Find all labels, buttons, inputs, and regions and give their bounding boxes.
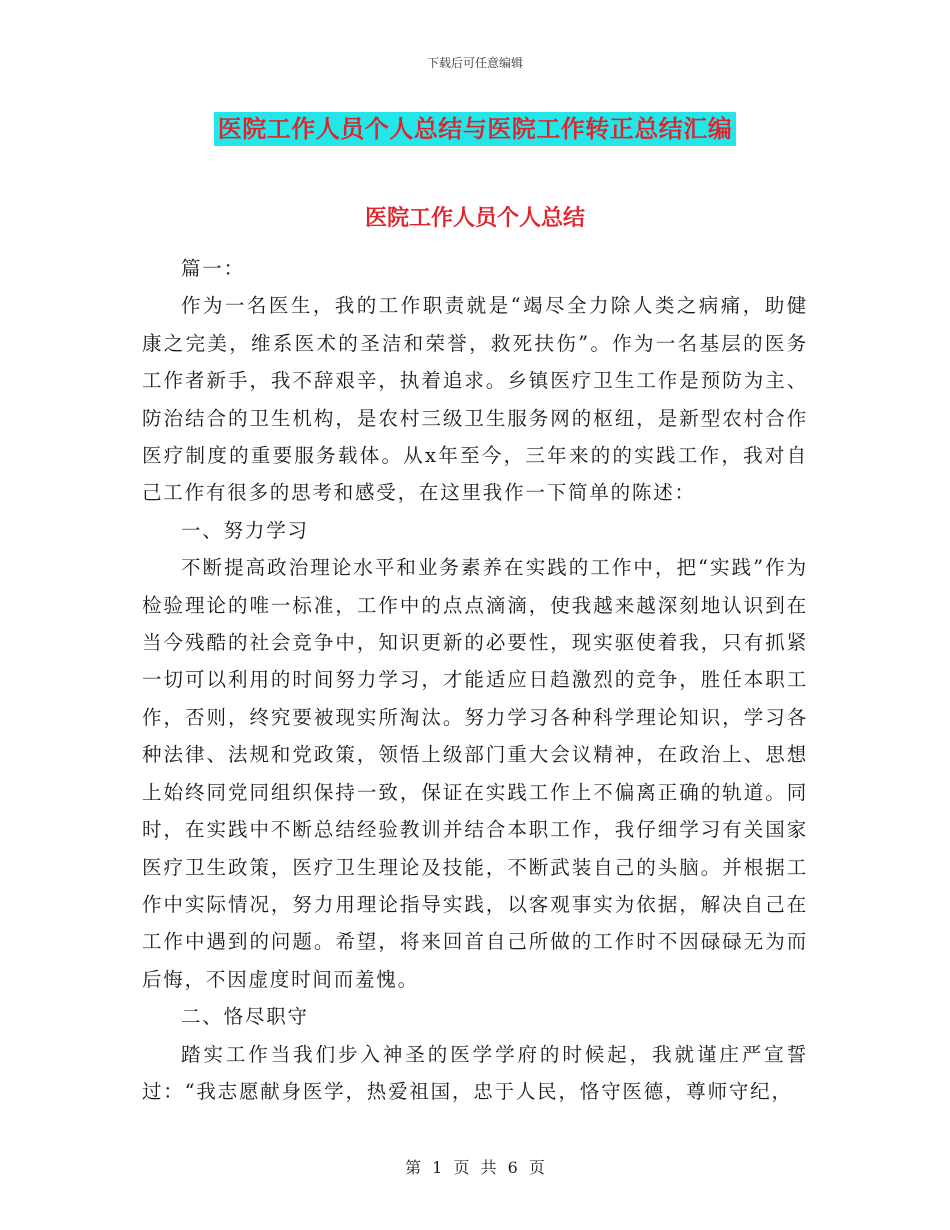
title-wrap [0,112,950,146]
section-title: 医院工作人员个人总结 [364,205,585,231]
document-title: 医院工作人员个人总结与医院工作转正总结汇编 [214,112,737,146]
paragraph-part-label: 篇一： [181,257,245,280]
paragraph-intro: 作为一名医生，我的工作职责就是“竭尽全力除人类之病痛，助健康之完美，维系医术的圣洁和荣誉，救死扶伤”。作为一名基层的医务工作者新手，我不辞艰辛，执着追求。乡镇医疗卫生工作是预防为主、防治结合的卫生机构，是农村三级卫生服务网的枢纽，是新型农村合作医疗制度的重要服务载体。从x年至今，三年来的的实践工作，我对自己工作有很多的思考和感受，在这里我作一下简单的陈述： [142,294,808,505]
paragraph-duty: 踏实工作当我们步入神圣的医学学府的时候起，我就谨庄严宣誓过：“我志愿献身医学，热爱祖国，忠于人民，恪守医德，尊师守纪， [142,1042,808,1103]
heading-study: 一、努力学习 [181,518,309,542]
header-note: 下载后可任意编辑 [426,56,523,70]
body-text [142,250,808,1110]
page-footer: 第 1 页 共 6 页 [405,1158,545,1177]
paragraph-study: 不断提高政治理论水平和业务素养在实践的工作中，把“实践”作为检验理论的唯一标准，工作中的点点滴滴，使我越来越深刻地认识到在当今残酷的社会竞争中，知识更新的必要性，现实驱使着我，只有抓紧一切可以利用的时间努力学习，才能适应日趋激烈的竞争，胜任本职工作，否则，终究要被现实所淘汰。努力学习各种科学理论知识，学习各种法律、法规和党政策，领悟上级部门重大会议精神，在政治上、思想上始终同党同组织保持一致，保证在实践工作上不偏离正确的轨道。同时，在实践中不断总结经验教训并结合本职工作，我仔细学习有关国家医疗卫生政策，医疗卫生理论及技能，不断武装自己的头脑。并根据工作中实际情况，努力用理论指导实践，以客观事实为依据，解决自己在工作中遇到的问题。希望，将来回首自己所做的工作时不因碌碌无为而后悔，不因虚度时间而羞愧。 [142,556,808,991]
heading-duty: 二、恪尽职守 [181,1005,309,1029]
